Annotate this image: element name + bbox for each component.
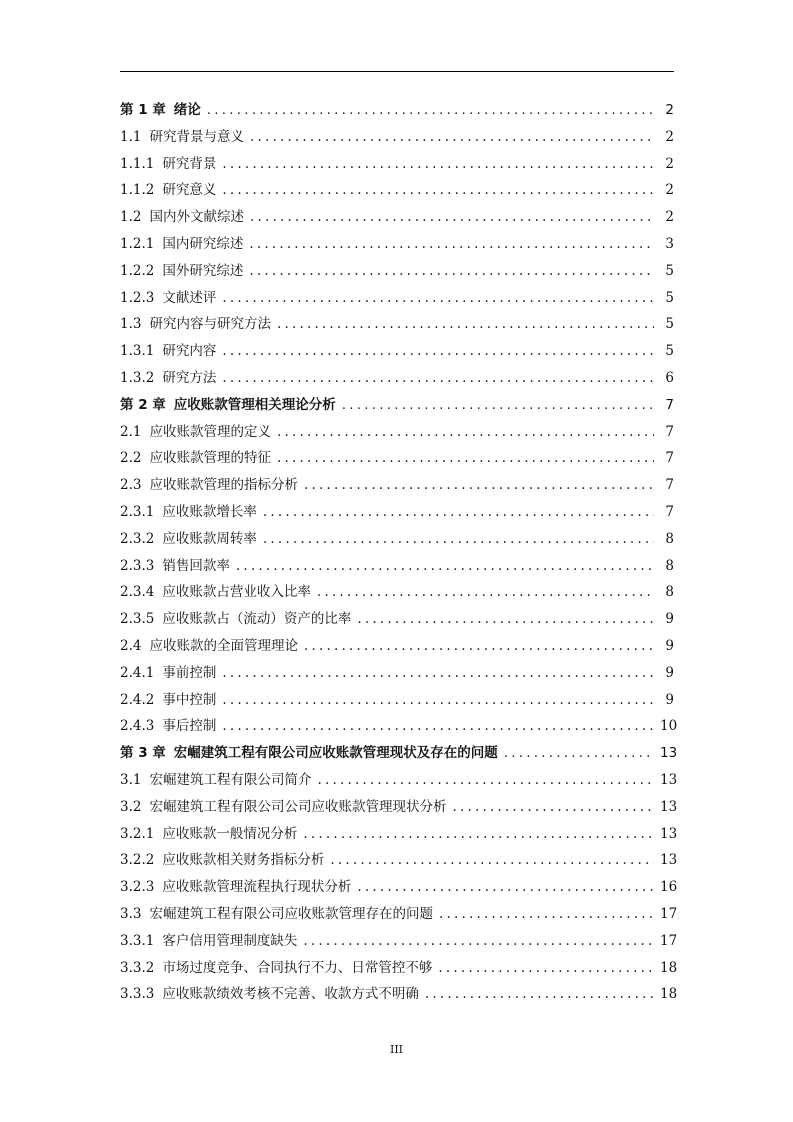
toc-entry-number: 2.4.1 <box>120 664 155 681</box>
header-rule <box>120 71 674 72</box>
toc-entry-page: 18 <box>660 959 678 976</box>
toc-entry-page: 5 <box>665 316 674 333</box>
toc-entry-number: 2.3.5 <box>120 611 155 628</box>
toc-entry[interactable] <box>120 311 674 338</box>
toc-entry-page: 13 <box>660 852 678 869</box>
toc-entry[interactable] <box>120 499 674 526</box>
toc-entry[interactable] <box>120 821 678 848</box>
toc-entry-title: 研究内容 <box>162 343 217 360</box>
table-of-contents <box>120 97 678 1008</box>
toc-leader-dots <box>250 204 654 231</box>
toc-entry[interactable] <box>120 660 674 687</box>
toc-entry[interactable] <box>120 901 678 928</box>
toc-entry-title: 事中控制 <box>162 691 217 708</box>
toc-entry-title: 应收账款管理的定义 <box>149 423 271 440</box>
toc-leader-dots <box>250 124 654 151</box>
toc-entry-number: 1.3 <box>120 316 142 333</box>
toc-entry-title: 宏崛建筑工程有限公司应收账款管理现状及存在的问题 <box>173 745 498 762</box>
toc-entry-number: 2.4 <box>120 637 142 654</box>
toc-entry-number: 2.3 <box>120 477 142 494</box>
toc-entry[interactable] <box>120 258 674 285</box>
toc-leader-dots <box>222 713 654 740</box>
toc-entry[interactable] <box>120 847 678 874</box>
toc-leader-dots <box>439 901 654 928</box>
toc-entry-page: 2 <box>665 102 674 118</box>
toc-entry-page: 3 <box>665 235 674 252</box>
toc-entry-page: 2 <box>665 155 674 172</box>
toc-entry[interactable] <box>120 472 674 499</box>
toc-entry-page: 9 <box>665 664 674 681</box>
toc-leader-dots <box>277 445 654 472</box>
toc-entry[interactable] <box>120 579 674 606</box>
toc-entry-number: 1.3.1 <box>120 343 155 360</box>
toc-entry-number: 3.3 <box>120 905 142 922</box>
toc-entry-page: 7 <box>665 477 674 494</box>
toc-entry[interactable] <box>120 928 678 955</box>
toc-entry-title: 文献述评 <box>162 289 217 306</box>
toc-entry-number: 1.2.1 <box>120 235 155 252</box>
toc-leader-dots <box>222 660 654 687</box>
toc-entry-title: 应收账款管理相关理论分析 <box>173 396 336 413</box>
toc-entry-page: 7 <box>665 503 674 520</box>
toc-entry-page: 2 <box>665 128 674 145</box>
toc-leader-dots <box>263 499 654 526</box>
toc-leader-dots <box>277 419 654 446</box>
toc-entry-page: 9 <box>665 611 674 628</box>
toc-entry-number: 2.2 <box>120 450 142 467</box>
toc-entry[interactable] <box>120 177 674 204</box>
toc-entry-page: 9 <box>665 691 674 708</box>
toc-entry-number: 1.1.1 <box>120 155 155 172</box>
toc-entry-page: 5 <box>665 289 674 306</box>
toc-entry[interactable] <box>120 365 674 392</box>
toc-entry-page: 2 <box>665 182 674 199</box>
toc-entry-number: 2.3.1 <box>120 503 155 520</box>
toc-leader-dots <box>357 874 654 901</box>
toc-entry-number: 2.1 <box>120 423 142 440</box>
toc-entry-page: 8 <box>665 530 674 547</box>
toc-entry-title: 应收账款占营业收入比率 <box>162 584 311 601</box>
toc-entry-title: 研究方法 <box>162 369 217 386</box>
toc-leader-dots <box>222 338 654 365</box>
toc-entry-number: 1.3.2 <box>120 369 155 386</box>
toc-entry-title: 应收账款占（流动）资产的比率 <box>162 611 352 628</box>
toc-leader-dots <box>207 97 654 124</box>
toc-entry-number: 3.3.1 <box>120 932 155 949</box>
page-number: III <box>389 1043 404 1056</box>
toc-leader-dots <box>222 151 654 178</box>
toc-entry-number: 1.1.2 <box>120 182 155 199</box>
toc-entry-number: 3.2.2 <box>120 852 155 869</box>
toc-entry-title: 应收账款的全面管理理论 <box>149 637 298 654</box>
toc-entry-title: 宏崛建筑工程有限公司公司应收账款管理现状分析 <box>149 798 447 815</box>
toc-entry-title: 市场过度竞争、合同执行不力、日常管控不够 <box>162 959 433 976</box>
toc-entry-title: 研究背景与意义 <box>149 128 244 145</box>
toc-entry-title: 应收账款周转率 <box>162 530 257 547</box>
toc-entry-page: 2 <box>665 209 674 226</box>
toc-entry-page: 10 <box>660 718 678 735</box>
toc-entry-title: 研究意义 <box>162 182 217 199</box>
toc-entry[interactable] <box>120 445 674 472</box>
toc-chapter-entry[interactable] <box>120 392 674 419</box>
toc-leader-dots <box>317 579 654 606</box>
toc-entry[interactable] <box>120 713 678 740</box>
toc-entry-title: 绪论 <box>173 102 201 118</box>
toc-entry-title: 应收账款相关财务指标分析 <box>162 852 325 869</box>
toc-entry-number: 2.3.4 <box>120 584 155 601</box>
toc-entry-title: 研究背景 <box>162 155 217 172</box>
toc-entry-page: 6 <box>665 369 674 386</box>
toc-entry[interactable] <box>120 526 674 553</box>
toc-entry-title: 应收账款一般情况分析 <box>162 825 298 842</box>
toc-leader-dots <box>342 392 654 419</box>
toc-entry[interactable] <box>120 767 678 794</box>
toc-entry-title: 应收账款管理流程执行现状分析 <box>162 879 352 896</box>
toc-entry[interactable] <box>120 633 674 660</box>
toc-entry-number: 1.2 <box>120 209 142 226</box>
toc-entry-title: 应收账款增长率 <box>162 503 257 520</box>
toc-entry-title: 客户信用管理制度缺失 <box>162 932 298 949</box>
toc-leader-dots <box>330 847 654 874</box>
toc-entry-number: 3.2 <box>120 798 142 815</box>
toc-entry-number: 2.4.2 <box>120 691 155 708</box>
toc-entry-page: 8 <box>665 557 674 574</box>
toc-leader-dots <box>263 526 654 553</box>
toc-entry-title: 宏崛建筑工程有限公司应收账款管理存在的问题 <box>149 905 433 922</box>
toc-entry[interactable] <box>120 687 674 714</box>
toc-entry-number: 3.1 <box>120 771 142 788</box>
toc-entry-title: 国内外文献综述 <box>149 209 244 226</box>
toc-leader-dots <box>452 794 654 821</box>
toc-entry-page: 5 <box>665 343 674 360</box>
toc-entry-title: 国内研究综述 <box>162 235 244 252</box>
toc-entry-number: 3.2.1 <box>120 825 155 842</box>
toc-entry-page: 18 <box>660 986 678 1003</box>
toc-entry-title: 宏崛建筑工程有限公司简介 <box>149 771 312 788</box>
toc-entry-page: 5 <box>665 262 674 279</box>
toc-leader-dots <box>222 365 654 392</box>
toc-entry-page: 13 <box>660 825 678 842</box>
toc-entry-page: 13 <box>660 798 678 815</box>
toc-entry-page: 17 <box>660 905 678 922</box>
toc-entry-title: 应收账款绩效考核不完善、收款方式不明确 <box>162 986 419 1003</box>
toc-leader-dots <box>304 633 654 660</box>
toc-entry-page: 13 <box>660 771 678 788</box>
toc-entry[interactable] <box>120 419 674 446</box>
toc-chapter-entry[interactable] <box>120 97 674 124</box>
toc-entry[interactable] <box>120 606 674 633</box>
toc-entry[interactable] <box>120 204 674 231</box>
toc-entry-number: 3.3.3 <box>120 986 155 1003</box>
toc-entry-page: 16 <box>660 879 678 896</box>
toc-entry-page: 8 <box>665 584 674 601</box>
toc-leader-dots <box>504 740 654 767</box>
toc-leader-dots <box>303 928 654 955</box>
toc-entry-page: 13 <box>660 745 678 762</box>
toc-entry[interactable] <box>120 285 674 312</box>
toc-entry[interactable] <box>120 553 674 580</box>
toc-leader-dots <box>222 687 654 714</box>
toc-entry-page: 7 <box>665 396 674 413</box>
toc-leader-dots <box>303 821 654 848</box>
toc-leader-dots <box>222 285 654 312</box>
toc-entry-page: 7 <box>665 423 674 440</box>
toc-entry-title: 应收账款管理的特征 <box>149 450 271 467</box>
toc-entry-title: 事后控制 <box>162 718 217 735</box>
toc-entry[interactable] <box>120 794 678 821</box>
toc-entry[interactable] <box>120 874 678 901</box>
toc-entry-number: 3.2.3 <box>120 879 155 896</box>
toc-leader-dots <box>236 553 654 580</box>
toc-entry[interactable] <box>120 338 674 365</box>
toc-entry-number: 第 1 章 <box>120 102 166 118</box>
toc-entry-number: 第 3 章 <box>120 745 166 762</box>
toc-leader-dots <box>317 767 654 794</box>
toc-entry[interactable] <box>120 981 678 1008</box>
toc-entry-page: 7 <box>665 450 674 467</box>
toc-leader-dots <box>357 606 654 633</box>
toc-entry-number: 3.3.2 <box>120 959 155 976</box>
toc-leader-dots <box>425 981 654 1008</box>
toc-leader-dots <box>438 955 654 982</box>
toc-entry-number: 1.2.3 <box>120 289 155 306</box>
toc-chapter-entry[interactable] <box>120 740 678 767</box>
toc-entry-number: 2.3.3 <box>120 557 155 574</box>
toc-entry-number: 2.4.3 <box>120 718 155 735</box>
toc-entry-title: 销售回款率 <box>162 557 230 574</box>
toc-entry[interactable] <box>120 955 678 982</box>
toc-leader-dots <box>277 311 654 338</box>
toc-entry-title: 事前控制 <box>162 664 217 681</box>
toc-entry-number: 1.2.2 <box>120 262 155 279</box>
toc-leader-dots <box>249 231 654 258</box>
toc-entry[interactable] <box>120 124 674 151</box>
toc-entry-page: 17 <box>660 932 678 949</box>
toc-entry[interactable] <box>120 231 674 258</box>
toc-entry-page: 9 <box>665 637 674 654</box>
toc-entry-number: 2.3.2 <box>120 530 155 547</box>
toc-leader-dots <box>222 177 654 204</box>
toc-leader-dots <box>249 258 654 285</box>
toc-leader-dots <box>304 472 654 499</box>
toc-entry[interactable] <box>120 151 674 178</box>
toc-entry-title: 应收账款管理的指标分析 <box>149 477 298 494</box>
toc-entry-number: 第 2 章 <box>120 396 166 413</box>
toc-entry-title: 研究内容与研究方法 <box>149 316 271 333</box>
toc-entry-number: 1.1 <box>120 128 142 145</box>
toc-entry-title: 国外研究综述 <box>162 262 244 279</box>
